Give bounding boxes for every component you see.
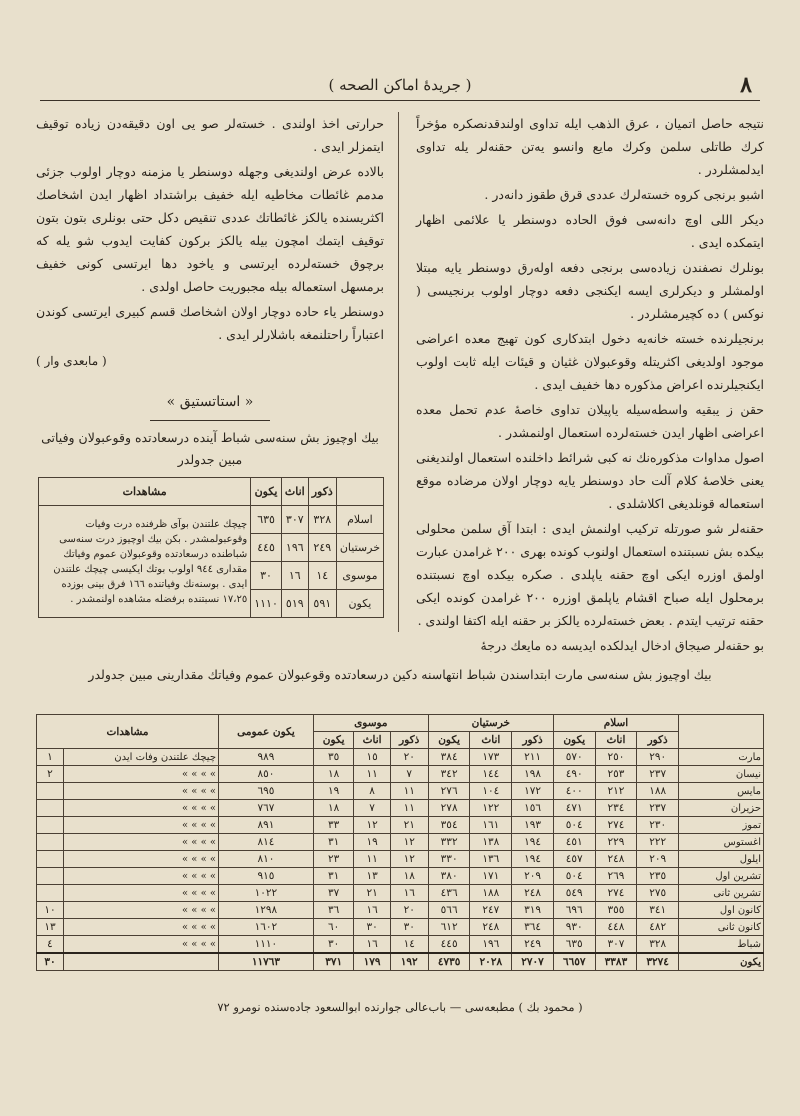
cell-christian-male: ٢٧٠٧ [512,953,554,971]
smallpox-count-cell: ٣٠ [37,953,64,971]
table-row [37,902,764,919]
smallpox-count-cell: ١٠ [37,902,64,919]
table-header [336,478,383,506]
cell-jewish-male: ١١ [390,783,428,800]
cell-total: ٦٣٥ [251,506,282,534]
cell-jewish-male: ٢٠ [390,902,428,919]
sub-header: یکون [428,732,470,749]
smallpox-count-cell: ٤ [37,936,64,954]
cell-muslim-male: ٢٣٠ [637,817,679,834]
annual-table-body [37,749,764,971]
paragraph: برنجیلرنده خسته خانه‌یه دخول ابتدکاری کون تهیج معده اعراضی موجود اولدیغی اکثریتله وقوعبولان غثیان و قیئات ایله ثابت اولوب ایکنجیلرنده اعراض مذکوره دها خفیف ایدی . [416,331,764,392]
smallpox-count-cell: ١ [37,749,64,766]
cell-muslim-female: ٢٣٤ [595,800,637,817]
cell-christian-female: ١٨٨ [470,885,512,902]
observation-cell: چیچك علتندن بوآی ظرفنده درت وفیات وقوعبولمشدر . بکن بیك اوچیوز درت سنه‌سی شباطنده درسعادتده وقوعبولان عموم وفیاتك مقداری ٩٤٤ اولوب بوتك ایکیسی چیچك علتندن ایدی . بوسنه‌نك وفیاتنده ١٦٦ فرق بینی بوزده ١٧،٢٥ نسبتنده برفضله مشاهده اولنمشدر . [39,506,251,618]
cell-christian-female: ١٣٦ [470,851,512,868]
cell-muslim-total: ٤٥١ [553,834,595,851]
cell-muslim-total: ٥٠٤ [553,817,595,834]
paragraph: اشبو برنجی کروه خسته‌لرك عددی قرق طقوز دانه‌در . [484,187,764,202]
cell-grand-total: ٩٨٩ [219,749,314,766]
month-cell: کانون ثانی [679,919,764,936]
cell-jewish-total: ٣٧ [313,885,354,902]
cell-jewish-total: ٣٦ [313,902,354,919]
table-header: مشاهدات [39,478,251,506]
cell-jewish-total: ١٨ [313,766,354,783]
cell-christian-male: ٣٦٤ [512,919,554,936]
paragraph: بونلرك نصفندن زیاده‌سی برنجی دفعه اوله‌رق دوسنطر یایه مبتلا اولمشلر و دیکرلری ایسه ایکنجی دفعه دوچار اولوب برنجیسی ( نوکس ) ده کچیرمشلردر . [416,260,764,321]
month-cell: یکون [679,953,764,971]
cell-christian-total: ٥٦٦ [428,902,470,919]
smallpox-count-cell [37,834,64,851]
sub-header: ذکور [390,732,428,749]
cell-male: ١٤ [308,562,336,590]
cell-muslim-male: ٢٩٠ [637,749,679,766]
smallpox-count-cell [37,868,64,885]
cell-jewish-male: ٢١ [390,817,428,834]
journal-title: ( جریدهٔ اماکن الصحه ) [328,76,472,94]
cell-jewish-male: ١١ [390,800,428,817]
month-cell: اغستوس [679,834,764,851]
cell-muslim-total: ٩٣٠ [553,919,595,936]
cell-christian-total: ٤٤٥ [428,936,470,954]
cell-muslim-male: ٢٠٩ [637,851,679,868]
cell-christian-male: ٢٤٨ [512,885,554,902]
cell-male: ٥٩١ [308,590,336,618]
sub-header: اناث [470,732,512,749]
cell-jewish-total: ٦٠ [313,919,354,936]
row-label: موسوی [336,562,383,590]
table-row [37,936,764,954]
smallpox-count-cell [37,783,64,800]
cell-jewish-male: ١٢ [390,834,428,851]
month-cell: تموز [679,817,764,834]
page-header [40,72,760,101]
smallpox-count-cell: ٢ [37,766,64,783]
cell-jewish-female: ١٢ [354,817,390,834]
cell-christian-male: ٢٤٩ [512,936,554,954]
cell-jewish-total: ٣٣ [313,817,354,834]
cell-muslim-total: ٦٦٥٧ [553,953,595,971]
cell-christian-male: ١٥٦ [512,800,554,817]
cell-muslim-male: ٣٢٧٤ [637,953,679,971]
continued-note: ( مابعدی وار ) [36,354,107,368]
cell-christian-female: ١٧١ [470,868,512,885]
month-cell: شباط [679,936,764,954]
table-row [37,885,764,902]
cell-christian-male: ١٩٣ [512,817,554,834]
table-row [37,783,764,800]
cell-male: ٢٤٩ [308,534,336,562]
cell-muslim-female: ٢٧٤ [595,885,637,902]
cell-jewish-female: ٨ [354,783,390,800]
section-divider [150,420,270,421]
cell-grand-total: ٨٩١ [219,817,314,834]
table-row [37,766,764,783]
cell-muslim-female: ٣٠٧ [595,936,637,954]
monthly-deaths-table [38,477,384,618]
cell-jewish-female: ١٦ [354,902,390,919]
small-table-caption: بیك اوچیوز بش سنه‌سی شباط آینده درسعادتده وقوعبولان وفیاتی مبین جدولدر [41,430,379,467]
right-column [416,112,764,653]
cell-christian-male: ١٩٤ [512,834,554,851]
cell-christian-female: ١٣٨ [470,834,512,851]
cell-muslim-total: ٥٤٩ [553,885,595,902]
cell-jewish-female: ١٧٩ [354,953,390,971]
cell-jewish-total: ٣٥ [313,749,354,766]
sub-header: یکون [313,732,354,749]
cell-muslim-male: ٢٣٧ [637,800,679,817]
cell-muslim-total: ٤٩٠ [553,766,595,783]
cell-christian-female: ١٠٤ [470,783,512,800]
paragraph: حقنه‌لر شو صورتله ترکیب اولنمش ایدی : ابتدا آق سلمن محلولی بیکده بش نسبتنده استعمال اولنوب کونده بهری ٢٠٠ غرامدن عبارت اولمق اوزره ایکی اوچ حقنه یاپلدی . صکره بیکده اوچ نسبتنده برمحلول ایله صباح اقشام یاپلمق اوزره ٢٠٠ غرامدن کونده ایکی حقنه ترتیب ایتدم . بعض خسته‌لرده یالکز بر حقنه ایله اکتفا اولندی . [416,521,764,628]
annual-table-wrap [36,714,764,971]
cell-grand-total: ٨١٠ [219,851,314,868]
cell-grand-total: ٨١٤ [219,834,314,851]
cell-jewish-total: ١٨ [313,800,354,817]
cell-muslim-male: ٢٧٥ [637,885,679,902]
cell-christian-total: ٣٨٠ [428,868,470,885]
group-header-jewish: موسوی [313,715,428,732]
note-cell: » » » » [64,817,219,834]
month-cell: ایلول [679,851,764,868]
cell-muslim-female: ٣٥٥ [595,902,637,919]
cell-jewish-male: ١٨ [390,868,428,885]
table-header: اناث [281,478,308,506]
note-cell [64,953,219,971]
cell-muslim-male: ٣٢٨ [637,936,679,954]
cell-grand-total: ١١١٠ [219,936,314,954]
cell-muslim-female: ٢٥٣ [595,766,637,783]
table-row [37,868,764,885]
cell-jewish-female: ١٣ [354,868,390,885]
cell-christian-male: ٢٠٩ [512,868,554,885]
cell-jewish-total: ٢٣ [313,851,354,868]
note-cell: » » » » [64,885,219,902]
smallpox-count-cell [37,817,64,834]
cell-female: ٥١٩ [281,590,308,618]
cell-muslim-female: ٢٢٩ [595,834,637,851]
paragraph: دیکر اللی اوچ دانه‌سی فوق الحاده دوسنطر یا علائمی اظهار ایتمکده ایدی . [416,212,764,250]
cell-christian-male: ١٩٨ [512,766,554,783]
section-title: « استاتستیق » [166,394,254,410]
cell-muslim-total: ٥٧٠ [553,749,595,766]
note-cell: چیچك علتندن وفات ایدن [64,749,219,766]
cell-jewish-male: ٣٠ [390,919,428,936]
paragraph: دوسنطر یاء حاده دوچار اولان اشخاصك قسم کبیری ایرتسی کوندن اعتباراً راحتلنمغه باشلارلر ایدی . [36,304,384,342]
printer-footer: ( محمود بك ) مطبعه‌سی — باب‌عالی جوارنده ابوالسعود جاده‌سنده نومرو ٧٢ [217,1000,583,1014]
cell-muslim-total: ٦٩٦ [553,902,595,919]
note-cell: » » » » [64,783,219,800]
cell-muslim-male: ١٨٨ [637,783,679,800]
cell-jewish-male: ١٤ [390,936,428,954]
cell-muslim-female: ٢٧٤ [595,817,637,834]
cell-christian-total: ٣٨٤ [428,749,470,766]
sub-header: اناث [354,732,390,749]
month-header [679,715,764,749]
cell-christian-female: ١٤٤ [470,766,512,783]
cell-muslim-female: ٢٥٠ [595,749,637,766]
note-cell: » » » » [64,919,219,936]
month-cell: مایس [679,783,764,800]
cell-jewish-total: ٣١ [313,868,354,885]
sub-header: ذکور [637,732,679,749]
table-row [37,817,764,834]
month-cell: کانون اول [679,902,764,919]
column-divider [398,112,399,632]
group-header-muslim: اسلام [553,715,678,732]
note-cell: » » » » [64,851,219,868]
cell-muslim-male: ٢٣٥ [637,868,679,885]
group-header-christian: خرستیان [428,715,553,732]
month-cell: تشرین ثانی [679,885,764,902]
cell-christian-female: ١٧٣ [470,749,512,766]
cell-total: ٣٠ [251,562,282,590]
cell-jewish-male: ١٦ [390,885,428,902]
cell-jewish-female: ١١ [354,851,390,868]
cell-muslim-total: ٤٧١ [553,800,595,817]
table-row [37,749,764,766]
row-label: اسلام [336,506,383,534]
paragraph: بو حقنه‌لر صیجاق ادخال ایدلکده ایدیسه ده مایعك درجهٔ [480,638,764,653]
cell-muslim-male: ٣٤١ [637,902,679,919]
page-number: ٨ [740,72,752,98]
cell-grand-total: ١٦٠٢ [219,919,314,936]
paragraph: نتیجه حاصل اتمیان ، عرق الذهب ایله تداوی اولندقدنصکره مؤخراً کرك طاتلی سلمن وکرك مایع وانسو یه‌تن حقنه‌لر یله تداوی ایدلمشلردر . [416,116,764,177]
cell-muslim-female: ٢٤٨ [595,851,637,868]
smallpox-count-cell [37,851,64,868]
note-cell: » » » » [64,834,219,851]
cell-jewish-female: ٣٠ [354,919,390,936]
cell-christian-male: ٢١١ [512,749,554,766]
table-row [37,800,764,817]
table-header: یکون [251,478,282,506]
grand-total-header: یکون عمومی [219,715,314,749]
annual-table-caption: بیك اوچیوز بش سنه‌سی مارت ابتداسندن شباط انتهاسنه دکین درسعادتده وقوعبولان عموم وفیاتك مقدارینی مبین جدولدر [88,667,712,682]
cell-jewish-male: ١٩٢ [390,953,428,971]
cell-jewish-female: ١٥ [354,749,390,766]
cell-muslim-male: ٢٢٢ [637,834,679,851]
cell-christian-total: ٤٧٣٥ [428,953,470,971]
cell-total: ١١١٠ [251,590,282,618]
cell-christian-female: ١٩٦ [470,936,512,954]
cell-christian-male: ١٧٢ [512,783,554,800]
cell-jewish-female: ١٩ [354,834,390,851]
cell-christian-total: ٣٣٢ [428,834,470,851]
cell-christian-female: ١٢٢ [470,800,512,817]
cell-grand-total: ١٠٢٢ [219,885,314,902]
cell-muslim-male: ٢٣٧ [637,766,679,783]
cell-muslim-total: ٤٠٠ [553,783,595,800]
cell-christian-total: ٢٧٦ [428,783,470,800]
cell-jewish-male: ٢٠ [390,749,428,766]
cell-jewish-male: ٧ [390,766,428,783]
table-row [37,919,764,936]
cell-muslim-total: ٦٣٥ [553,936,595,954]
cell-total: ٤٤٥ [251,534,282,562]
cell-muslim-total: ٥٠٤ [553,868,595,885]
cell-christian-female: ١٦١ [470,817,512,834]
month-cell: نیسان [679,766,764,783]
cell-jewish-female: ١٦ [354,936,390,954]
cell-grand-total: ٦٩٥ [219,783,314,800]
cell-muslim-male: ٤٨٢ [637,919,679,936]
month-cell: مارت [679,749,764,766]
cell-grand-total: ١٢٩٨ [219,902,314,919]
cell-jewish-female: ٢١ [354,885,390,902]
text-columns [36,112,764,653]
cell-jewish-total: ٣٧١ [313,953,354,971]
table-row [37,834,764,851]
cell-muslim-female: ٤٤٨ [595,919,637,936]
month-cell: تشرین اول [679,868,764,885]
annual-deaths-table [36,714,764,971]
table-header: ذکور [308,478,336,506]
month-cell: حزیران [679,800,764,817]
paragraph: بالاده عرض اولندیغی وجهله دوسنطر یا مزمنه دوچار اولوب جزئی مدمم غائطات مخاطیه ایله خفیف براشتداد اظهار ایدن اشخاصك اکثریسنده یالکز غائطاتك عددی تنقیص دکل حتی بونلری بتون بتون توقیف ایتمك امچون بیله یالکز برکون کفایت ایدوب شو یله که برچوق خسته‌لرده ایرتسی و یاخود دها ایرتسی کونی خفیف برمسهل استعماله بیله مجبوریت حاصل اولدی . [36,164,384,294]
cell-muslim-female: ٢١٢ [595,783,637,800]
note-cell: » » » » [64,902,219,919]
note-cell: » » » » [64,868,219,885]
total-row [37,953,764,971]
cell-christian-total: ٢٧٨ [428,800,470,817]
cell-muslim-female: ٢٦٩ [595,868,637,885]
cell-christian-total: ٣٥٤ [428,817,470,834]
row-label: خرستیان [336,534,383,562]
cell-muslim-female: ٣٣٨٣ [595,953,637,971]
cell-christian-male: ١٩٤ [512,851,554,868]
smallpox-count-cell: ١٣ [37,919,64,936]
sub-header: یکون [553,732,595,749]
cell-grand-total: ٨٥٠ [219,766,314,783]
cell-female: ١٦ [281,562,308,590]
left-column [36,112,384,632]
notes-header: مشاهدات [37,715,219,749]
cell-christian-total: ٣٤٢ [428,766,470,783]
smallpox-count-cell [37,800,64,817]
note-cell: » » » » [64,766,219,783]
cell-muslim-total: ٤٥٧ [553,851,595,868]
cell-christian-male: ٣١٩ [512,902,554,919]
cell-christian-female: ٢٤٨ [470,919,512,936]
note-cell: » » » » [64,936,219,954]
paragraph: حقن ز یبقیه واسطه‌سیله یاپیلان تداوی خاصهٔ عدم تحمل معده اعراضی اظهار ایدن خسته‌لرده استعمال اولنمشدر . [416,402,764,440]
cell-jewish-total: ١٩ [313,783,354,800]
cell-female: ١٩٦ [281,534,308,562]
cell-jewish-female: ١١ [354,766,390,783]
paragraph: حرارتی اخذ اولندی . خسته‌لر صو یی اون دقیقه‌دن زیاده توقیف ایتمزلر ایدی . [36,116,384,154]
paragraph: اصول مداوات مذکوره‌نك نه کبی شرائط داخلنده استعمال اولندیغنی یعنی خلاصهٔ کلام آلت حاد دوسنطر یایه دوچار اولان مرضاده موقع استعماله قونلدیغی اکلاشلدی . [416,450,764,511]
cell-christian-total: ٦١٢ [428,919,470,936]
cell-christian-total: ٤٣٦ [428,885,470,902]
cell-female: ٣٠٧ [281,506,308,534]
cell-christian-female: ٢٠٢٨ [470,953,512,971]
table-row [37,851,764,868]
row-label: یکون [336,590,383,618]
cell-jewish-total: ٣١ [313,834,354,851]
cell-christian-female: ٢٤٧ [470,902,512,919]
cell-grand-total: ٧٦٧ [219,800,314,817]
sub-header: اناث [595,732,637,749]
cell-grand-total: ١١٧٦٣ [219,953,314,971]
cell-jewish-female: ٧ [354,800,390,817]
smallpox-count-cell [37,885,64,902]
cell-christian-total: ٣٣٠ [428,851,470,868]
cell-jewish-total: ٣٠ [313,936,354,954]
table-row [39,506,384,534]
cell-grand-total: ٩١٥ [219,868,314,885]
sub-header: ذکور [512,732,554,749]
note-cell: » » » » [64,800,219,817]
cell-male: ٣٢٨ [308,506,336,534]
cell-jewish-male: ١٢ [390,851,428,868]
